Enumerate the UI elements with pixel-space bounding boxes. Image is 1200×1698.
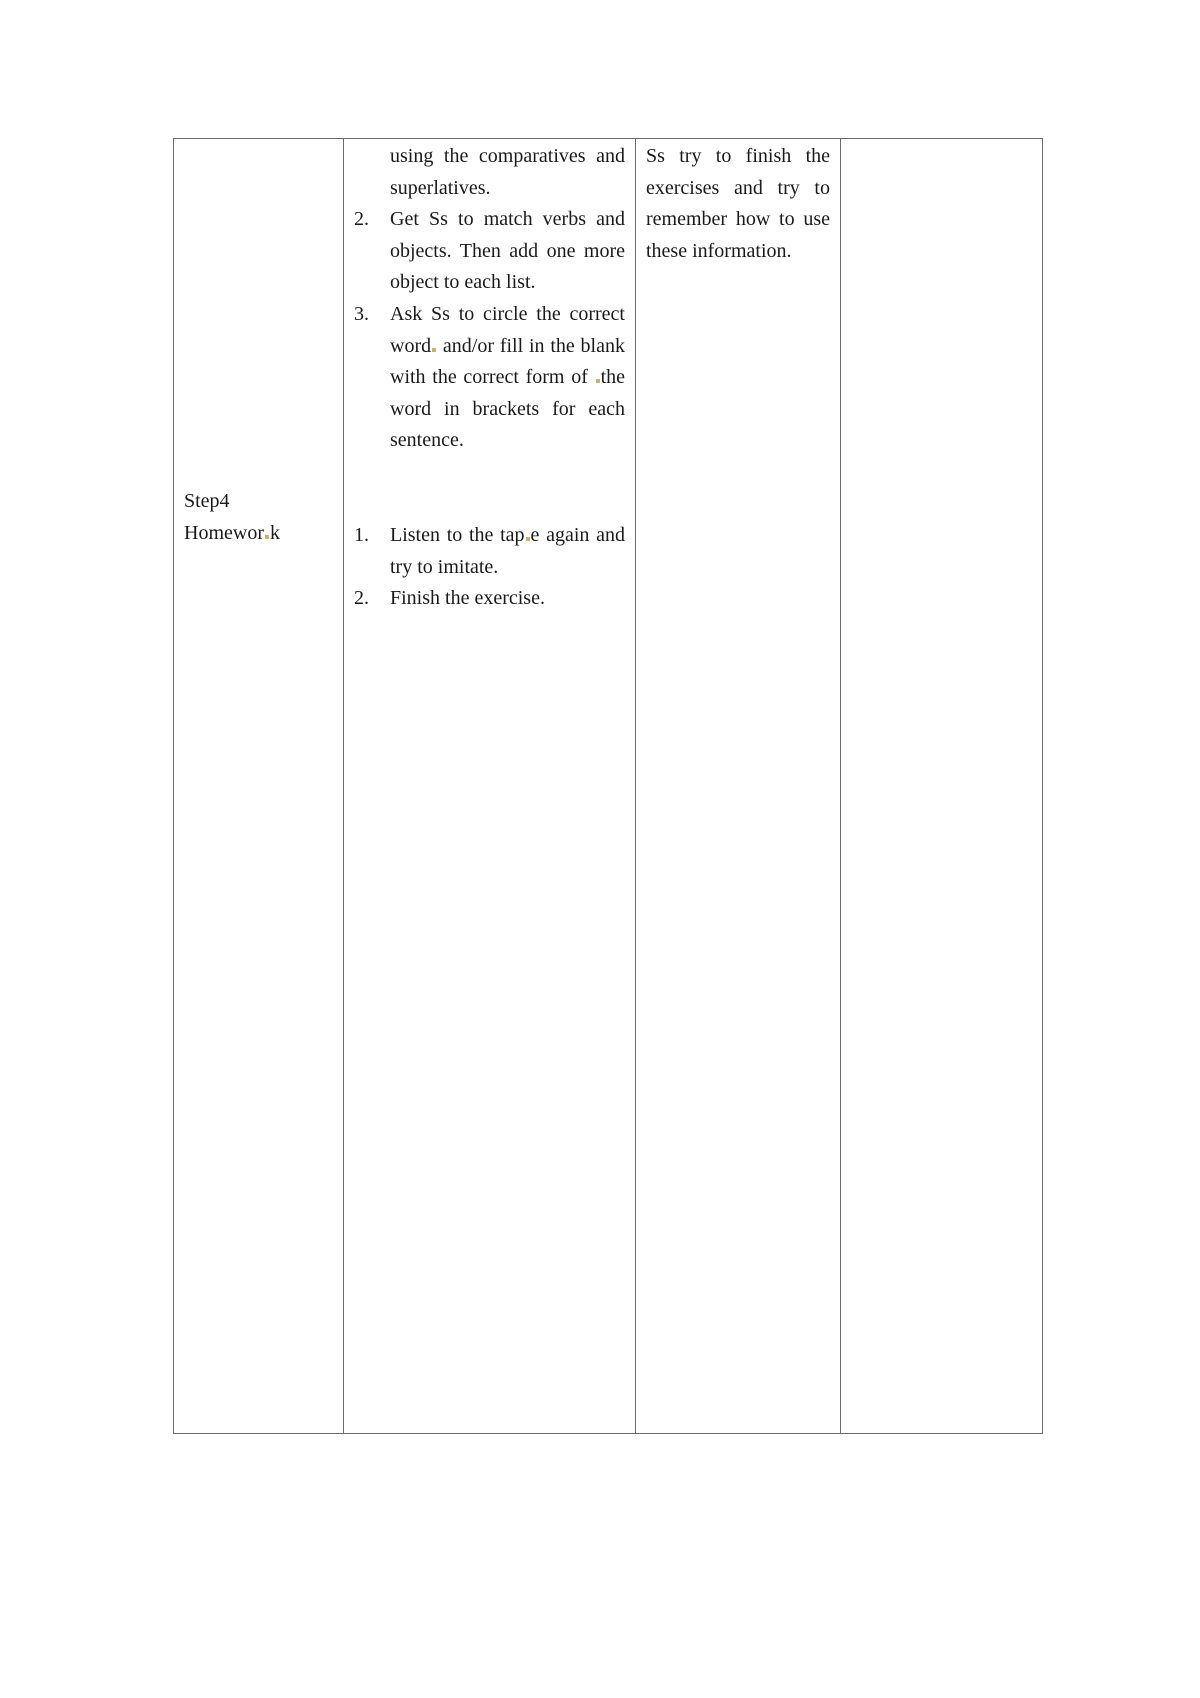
highlight-mark [526,537,530,541]
step-name-head: Homewor [184,521,264,544]
list-item [354,520,625,583]
activity-list [354,204,625,457]
highlight-mark [596,379,600,383]
step-title: Step4 [184,490,230,512]
list-text-b: and/or fill in the blank with the correct form of [390,334,625,389]
student-activity-text: Ss try to finish the exercises and try to remember how to use these information. [646,145,830,262]
list-item [354,204,625,299]
list-text-a: Ask Ss to circle the correct word [390,302,625,357]
lesson-plan-table [173,138,1043,1434]
list-text: Finish the exercise. [390,587,545,610]
highlight-mark [432,348,436,352]
table-row [174,139,1043,1434]
list-text: Get Ss to match verbs and objects. Then add one more object to each list. [390,208,625,294]
list-number: 2. [354,587,369,610]
list-number: 3. [354,302,369,325]
step-name [184,518,333,550]
step-cell [174,139,344,1434]
list-item [354,583,625,615]
notes-cell [841,139,1043,1434]
teacher-activity-cell [344,139,636,1434]
list-text-c: the word in brackets for each sentence. [390,366,625,452]
item-continuation: using the comparatives and superlatives. [390,145,625,199]
highlight-mark [265,535,269,539]
student-activity-cell [636,139,841,1434]
list-number: 2. [354,208,369,231]
list-text-a: Listen to the tap [390,523,525,546]
step-name-tail: k [269,521,280,544]
list-item [354,299,625,457]
list-number: 1. [354,523,369,546]
homework-list [354,520,625,615]
list-text-b: e again and try to imitate. [390,523,625,578]
